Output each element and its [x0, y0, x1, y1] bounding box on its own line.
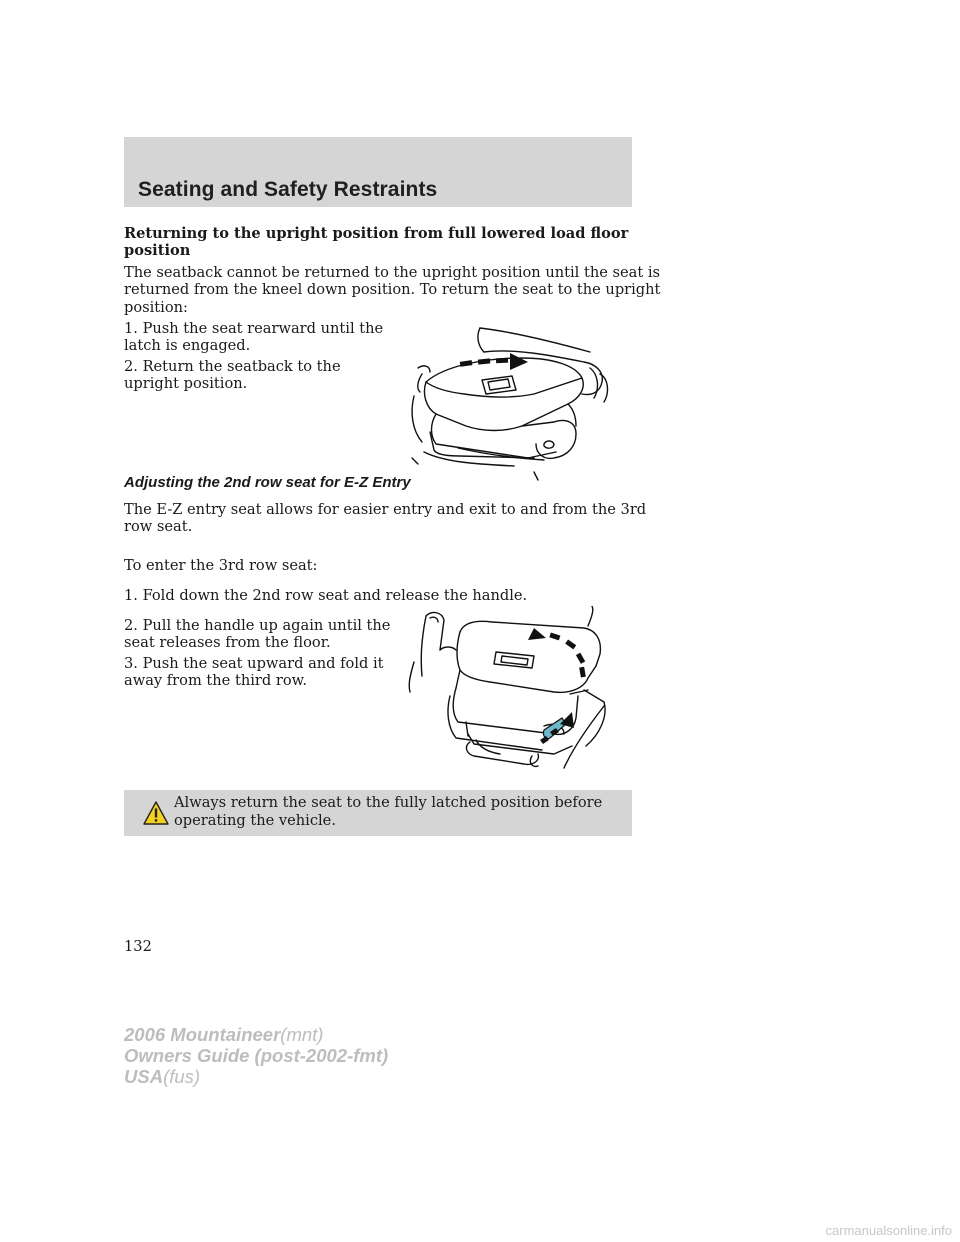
seat-fold-illustration [404, 606, 612, 776]
footer-region-code: (fus) [163, 1066, 201, 1087]
footer-line [124, 1066, 388, 1087]
footer-line [124, 1045, 388, 1066]
ez-entry-lead: To enter the 3rd row seat: [124, 557, 318, 574]
ez-entry-intro [124, 501, 646, 536]
page-number: 132 [124, 938, 152, 955]
text-line: row seat. [124, 518, 193, 536]
ez-step-2 [124, 617, 390, 652]
text-line: position: [124, 298, 188, 316]
text-line: 2. Return the seatback to the [124, 358, 341, 375]
text-line: seat releases from the floor. [124, 634, 331, 652]
intro-paragraph [124, 264, 660, 316]
warning-triangle-icon [143, 801, 169, 825]
subhead-line: Returning to the upright position from full lowered load floor [124, 225, 629, 242]
text-line: returned from the kneel down position. To return the seat to the upright [124, 281, 661, 299]
warning-box [124, 790, 632, 836]
watermark: carmanualsonline.info [825, 1223, 952, 1238]
text-line: The E-Z entry seat allows for easier entry and exit to and from the 3rd [124, 501, 647, 518]
subhead-line: position [124, 242, 191, 260]
text-line: 1. Push the seat rearward until the [124, 320, 384, 337]
step-1 [124, 320, 383, 355]
footer-guide: Owners Guide (post-2002-fmt) [124, 1045, 389, 1066]
footer-model: 2006 Mountaineer [124, 1024, 281, 1045]
text-line: operating the vehicle. [174, 812, 336, 829]
warning-text [174, 794, 614, 830]
step-2 [124, 358, 341, 393]
section-heading: Adjusting the 2nd row seat for E-Z Entry [124, 474, 411, 491]
text-line: 3. Push the seat upward and fold it [124, 655, 384, 672]
seat-rearward-illustration [404, 322, 612, 482]
text-line: away from the third row. [124, 672, 308, 690]
page-title: Seating and Safety Restraints [138, 178, 438, 201]
footer-region: USA [124, 1066, 164, 1087]
ez-step-3 [124, 655, 384, 690]
subhead-upright [124, 225, 628, 260]
ez-step-1: 1. Fold down the 2nd row seat and release the handle. [124, 587, 528, 604]
footer-model-code: (mnt) [280, 1024, 324, 1045]
text-line: The seatback cannot be returned to the upright position until the seat is [124, 264, 661, 281]
text-line: latch is engaged. [124, 337, 251, 355]
footer-line [124, 1024, 388, 1045]
text-line: upright position. [124, 375, 248, 393]
footer [124, 1024, 388, 1087]
text-line: 2. Pull the handle up again until the [124, 617, 391, 634]
text-line: Always return the seat to the fully latched position before [174, 794, 603, 811]
